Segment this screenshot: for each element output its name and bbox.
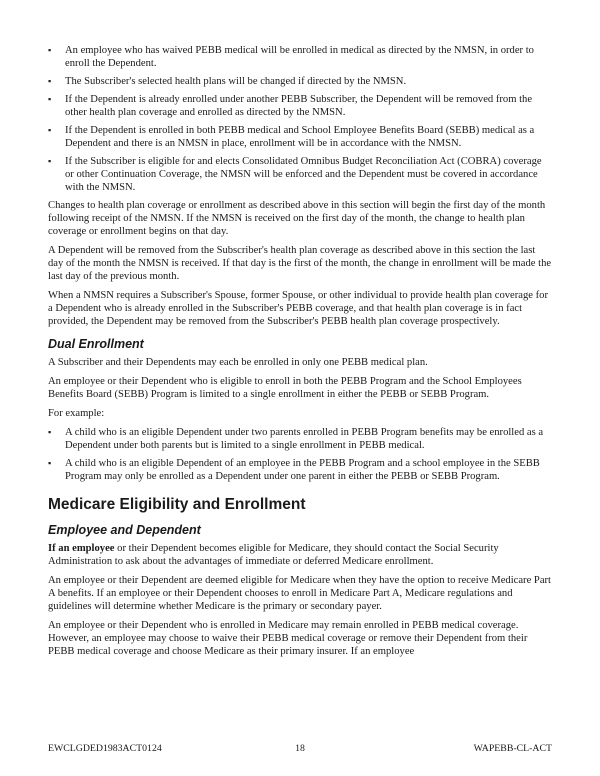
paragraph: An employee or their Dependent are deemed eligible for Medicare when they have the option to receive Medicare Part A benefits. If an employee or their Dependent chooses to enroll in Medicare Part A, Medicare regulations and guidelines will determine whether Medicare is the primary or secondary payer. <box>48 575 551 612</box>
page-footer <box>48 743 552 757</box>
page-number: 18 <box>295 743 305 754</box>
list-item: ▪ An employee who has waived PEBB medical will be enrolled in medical as directed by the NMSN, in order to enroll the Dependent. <box>48 44 553 70</box>
medicare-section-heading: Medicare Eligibility and Enrollment <box>48 496 306 513</box>
paragraph <box>48 542 553 568</box>
employee-dependent-heading: Employee and Dependent <box>48 523 201 537</box>
paragraph: Changes to health plan coverage or enrollment as described above in this section will begin the first day of the month following receipt of the NMSN. If the NMSN is received on the first day of the month, the change to health plan coverage or enrollment begins on that day. <box>48 200 546 237</box>
paragraph: An employee or their Dependent who is enrolled in Medicare may remain enrolled in PEBB medical coverage. However, an employee may choose to waive their PEBB medical coverage or remove their Dependent from their PEBB medical coverage and choose Medicare as their primary insurer. If an employee <box>48 620 528 657</box>
footer-plan-code: WAPEBB-CL-ACT <box>473 743 552 754</box>
paragraph: For example: <box>48 408 105 419</box>
bold-lead-text: If an employee <box>48 543 115 554</box>
dual-enrollment-bullet-list <box>48 426 553 483</box>
footer-document-code: EWCLGDED1983ACT0124 <box>48 743 162 754</box>
paragraph: An employee or their Dependent who is eligible to enroll in both the PEBB Program and the School Employees Benefits Board (SEBB) Program is limited to a single enrollment in either the PEBB or SEBB Program. <box>48 376 522 400</box>
document-page <box>48 44 553 664</box>
paragraph: A Dependent will be removed from the Subscriber's health plan coverage as described above in this section the last day of the month the NMSN is received. If that day is the first of the month, the change in enrollment will be made the last day of the previous month. <box>48 245 552 282</box>
dual-enrollment-heading: Dual Enrollment <box>48 337 144 351</box>
nmsn-bullet-list <box>48 44 553 194</box>
list-item: ▪ The Subscriber's selected health plans will be changed if directed by the NMSN. <box>48 75 553 88</box>
list-item: ▪ If the Dependent is enrolled in both PEBB medical and School Employee Benefits Board (SEBB) medical as a Dependent and there is an NMSN in place, enrollment will be in accordance with the NMSN. <box>48 124 553 150</box>
paragraph-text: or their Dependent becomes eligible for Medicare, they should contact the Social Security Administration to ask about the advantages of immediate or deferred Medicare enrollment. <box>48 543 499 567</box>
list-item: ▪ A child who is an eligible Dependent of an employee in the PEBB Program and a school employee in the SEBB Program may only be enrolled as a Dependent under one parent in either the PEBB or SEBB Program. <box>48 457 553 483</box>
paragraph: When a NMSN requires a Subscriber's Spouse, former Spouse, or other individual to provide health plan coverage for a Dependent who is already enrolled in the Subscriber's PEBB coverage, and that health plan coverage is in fact provided, the Dependent may be removed from the Subscriber's PEBB health plan coverage prospectively. <box>48 290 548 327</box>
list-item: ▪ If the Subscriber is eligible for and elects Consolidated Omnibus Budget Reconciliation Act (COBRA) coverage or other Continuation Coverage, the NMSN will be enforced and the Dependent must be covered in accordance with the NMSN. <box>48 155 553 194</box>
paragraph: A Subscriber and their Dependents may each be enrolled in only one PEBB medical plan. <box>48 357 428 368</box>
list-item: ▪ A child who is an eligible Dependent under two parents enrolled in PEBB Program benefits may be enrolled as a Dependent under both parents but is limited to a single enrollment in PEBB medical. <box>48 426 553 452</box>
list-item: ▪ If the Dependent is already enrolled under another PEBB Subscriber, the Dependent will be removed from the other health plan coverage and enrolled as directed by the NMSN. <box>48 93 553 119</box>
